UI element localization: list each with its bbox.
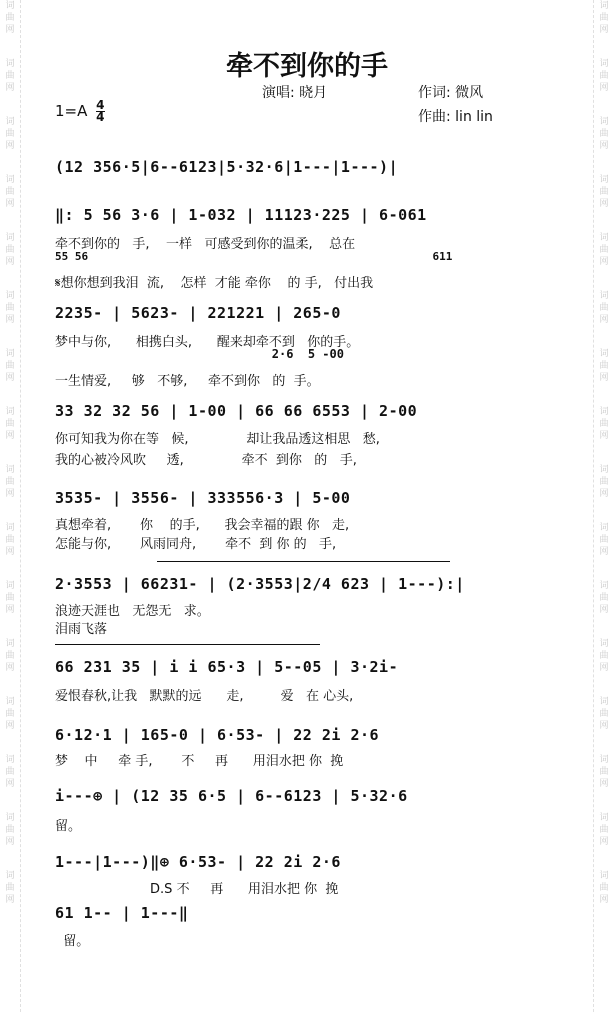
watermark-char: 词 [599, 697, 609, 707]
notation-line-8: 6·12·1 | 165-0 | 6·53- | 22 2i 2·6 [55, 726, 380, 744]
lyric-line-5b: 怎能与你, 风雨同舟, 牵不 到 你 的 手, [55, 537, 337, 552]
lyric-line-3a: 梦中与你, 相携白头, 醒来却牵不到 你的手。 [55, 335, 360, 350]
watermark-char: 网 [5, 257, 15, 267]
watermark-char: 网 [5, 605, 15, 615]
watermark-char: 网 [5, 547, 15, 557]
watermark-char: 网 [5, 721, 15, 731]
notation-extra-3: 2·6 5 -00 [55, 347, 344, 361]
watermark-char: 网 [599, 489, 609, 499]
watermark-char: 网 [5, 373, 15, 383]
key-signature [55, 100, 105, 123]
watermark-char: 网 [599, 431, 609, 441]
watermark-char: 曲 [599, 825, 609, 835]
watermark-char: 网 [5, 837, 15, 847]
watermark-char: 词 [5, 871, 15, 881]
watermark-char: 词 [599, 59, 609, 69]
notation-line-3: 2235- | 5623- | 221221 | 265-0 [55, 304, 341, 322]
watermark-char: 网 [599, 663, 609, 673]
watermark-char: 网 [5, 199, 15, 209]
watermark-char: 网 [599, 257, 609, 267]
watermark-char: 曲 [599, 129, 609, 139]
watermark-char: 网 [5, 489, 15, 499]
watermark-char: 词 [5, 407, 15, 417]
watermark-char: 曲 [599, 477, 609, 487]
watermark-char: 曲 [5, 245, 15, 255]
lyric-line-6a: 浪迹天涯也 无怨无 求。 [55, 604, 210, 619]
lyric-line-2b: 𝄋想你想到我泪 流, 怎样 才能 牵你 的 手, 付出我 [55, 276, 374, 291]
watermark-char: 词 [599, 755, 609, 765]
notation-line-5: 3535- | 3556- | 333556·3 | 5-00 [55, 489, 351, 507]
song-title: 牵不到你的手 [226, 51, 388, 82]
lyric-line-3b: 一生情爱, 够 不够, 牵不到你 的 手。 [55, 374, 320, 389]
watermark-char: 曲 [599, 245, 609, 255]
watermark-char: 词 [599, 233, 609, 243]
notation-line-11: 61 1-- | 1---‖ [55, 904, 189, 922]
watermark-char: 曲 [599, 709, 609, 719]
lyric-line-9a: 留。 [55, 819, 82, 834]
watermark-char: 词 [5, 755, 15, 765]
watermark-char: 网 [599, 605, 609, 615]
watermark-char: 词 [599, 523, 609, 533]
watermark-char: 网 [599, 25, 609, 35]
watermark-char: 词 [5, 59, 15, 69]
watermark-char: 网 [5, 431, 15, 441]
lyric-line-10a: D.S 不 再 用泪水把 你 挽 [55, 882, 339, 897]
watermark-char: 网 [5, 141, 15, 151]
watermark-char: 网 [599, 895, 609, 905]
watermark-char: 词 [599, 1, 609, 11]
watermark-char: 曲 [5, 13, 15, 23]
watermark-char: 词 [599, 639, 609, 649]
watermark-char: 网 [5, 315, 15, 325]
watermark-char: 词 [5, 233, 15, 243]
watermark-char: 网 [599, 141, 609, 151]
lyric-line-6b: 泪雨飞落 [55, 622, 108, 637]
watermark-char: 曲 [5, 419, 15, 429]
watermark-char: 词 [5, 581, 15, 591]
notation-line-2: ‖: 5 56 3·6 | 1-032 | 11123·225 | 6-061 [55, 206, 427, 224]
notation-line-4: 33 32 32 56 | 1-00 | 66 66 6553 | 2-00 [55, 402, 418, 420]
watermark-char: 词 [5, 697, 15, 707]
watermark-char: 曲 [5, 71, 15, 81]
watermark-char: 词 [5, 639, 15, 649]
watermark-char: 曲 [5, 187, 15, 197]
watermark-char: 曲 [5, 535, 15, 545]
watermark-char: 词 [599, 813, 609, 823]
watermark-char: 网 [599, 547, 609, 557]
watermark-char: 曲 [599, 419, 609, 429]
time-top: 4 [96, 98, 105, 112]
watermark-char: 曲 [599, 71, 609, 81]
volta-bracket-3 [157, 561, 450, 562]
lyricist-credit: 作词: 微风 [418, 85, 484, 101]
watermark-char: 曲 [5, 883, 15, 893]
watermark-left [0, 0, 21, 1012]
watermark-char: 词 [599, 175, 609, 185]
watermark-char: 曲 [599, 13, 609, 23]
watermark-char: 网 [5, 83, 15, 93]
watermark-char: 曲 [599, 593, 609, 603]
watermark-right [593, 0, 614, 1012]
watermark-char: 词 [599, 581, 609, 591]
watermark-char: 词 [5, 175, 15, 185]
watermark-char: 网 [5, 895, 15, 905]
watermark-char: 曲 [599, 651, 609, 661]
lyric-line-8a: 梦 中 牵 手, 不 再 用泪水把 你 挽 [55, 754, 344, 769]
watermark-char: 曲 [5, 593, 15, 603]
volta-bracket-2 [55, 644, 320, 645]
watermark-char: 曲 [599, 883, 609, 893]
watermark-char: 曲 [5, 767, 15, 777]
watermark-char: 词 [599, 349, 609, 359]
watermark-char: 曲 [599, 361, 609, 371]
watermark-char: 网 [5, 663, 15, 673]
singer-credit: 演唱: 晓月 [262, 85, 328, 101]
lyric-line-5a: 真想牵着, 你 的手, 我会幸福的跟 你 走, [55, 518, 350, 533]
watermark-char: 网 [5, 25, 15, 35]
notation-line-9: i---⊕ | (12 35 6·5 | 6--6123 | 5·32·6 [55, 787, 408, 805]
watermark-char: 曲 [599, 767, 609, 777]
watermark-char: 词 [599, 407, 609, 417]
watermark-char: 曲 [5, 709, 15, 719]
time-signature [96, 100, 104, 123]
watermark-char: 网 [599, 779, 609, 789]
lyric-line-11a: 留。 [55, 934, 90, 949]
watermark-char: 网 [599, 373, 609, 383]
watermark-char: 词 [599, 465, 609, 475]
watermark-char: 曲 [5, 361, 15, 371]
watermark-char: 曲 [599, 187, 609, 197]
watermark-char: 曲 [5, 303, 15, 313]
watermark-char: 词 [5, 1, 15, 11]
notation-line-1: (12 356·5|6--6123|5·32·6|1---|1---)| [55, 158, 399, 176]
watermark-char: 曲 [5, 477, 15, 487]
key-label: 1=A [55, 102, 88, 120]
lyric-line-4a: 你可知我为你在等 候, 却让我品透这相思 愁, [55, 432, 380, 447]
watermark-char: 曲 [5, 651, 15, 661]
watermark-char: 网 [599, 721, 609, 731]
watermark-char: 网 [599, 315, 609, 325]
time-bottom: 4 [96, 110, 105, 124]
notation-line-10: 1---|1---)‖⊕ 6·53- | 22 2i 2·6 [55, 853, 341, 871]
watermark-char: 曲 [599, 535, 609, 545]
notation-extra-2: 55 56 611 [55, 250, 453, 263]
watermark-char: 词 [5, 291, 15, 301]
watermark-char: 网 [5, 779, 15, 789]
composer-credit: 作曲: lin lin [418, 109, 493, 125]
watermark-char: 词 [599, 871, 609, 881]
watermark-char: 曲 [5, 129, 15, 139]
notation-line-7: 66 231 35 | i i 65·3 | 5--05 | 3·2i- [55, 658, 399, 676]
watermark-char: 词 [5, 813, 15, 823]
watermark-char: 网 [599, 83, 609, 93]
lyric-line-4b: 我的心被冷风吹 透, 牵不 到你 的 手, [55, 453, 357, 468]
watermark-char: 词 [5, 523, 15, 533]
watermark-char: 词 [5, 465, 15, 475]
watermark-char: 网 [599, 837, 609, 847]
watermark-char: 曲 [599, 303, 609, 313]
notation-line-6: 2·3553 | 66231- | (2·3553|2/4 623 | 1---):| [55, 575, 465, 593]
lyric-line-7a: 爱恨春秋,让我 默默的远 走, 爱 在 心头, [55, 689, 354, 704]
watermark-char: 词 [599, 291, 609, 301]
watermark-char: 词 [599, 117, 609, 127]
watermark-char: 曲 [5, 825, 15, 835]
watermark-char: 网 [599, 199, 609, 209]
watermark-char: 词 [5, 117, 15, 127]
lyric-line-2a: 牵不到你的 手, 一样 可感受到你的温柔, 总在 [55, 237, 356, 252]
watermark-char: 词 [5, 349, 15, 359]
